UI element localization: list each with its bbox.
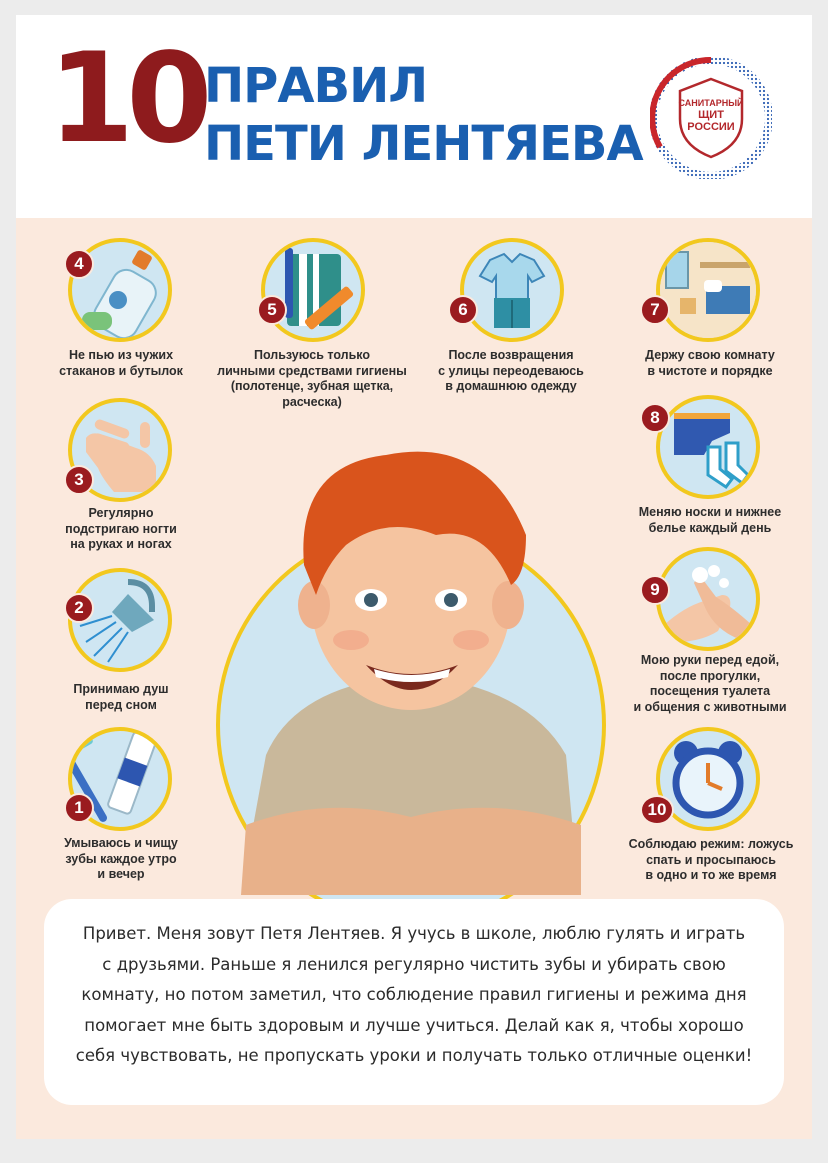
rule-number-badge: 4 bbox=[64, 249, 94, 279]
rule-caption bbox=[46, 348, 196, 379]
caption-line: Меняю носки и нижнее bbox=[638, 505, 782, 519]
caption-line: Держу свою комнату bbox=[645, 348, 775, 362]
rule-caption bbox=[212, 348, 412, 410]
caption-line: после прогулки, bbox=[659, 668, 761, 683]
caption-line: стаканов и бутылок bbox=[59, 363, 183, 378]
poster bbox=[16, 15, 812, 1139]
logo-text bbox=[650, 97, 772, 133]
title-line-2: ПЕТИ ЛЕНТЯЕВА bbox=[204, 116, 643, 172]
caption-line: Принимаю душ bbox=[73, 682, 169, 696]
caption-line: посещения туалета bbox=[649, 684, 771, 698]
caption-line: подстригаю ногти bbox=[65, 521, 177, 536]
logo-line-2: ЩИТ bbox=[698, 109, 724, 121]
rule-number-badge: 7 bbox=[640, 295, 670, 325]
rule-number-badge: 2 bbox=[64, 593, 94, 623]
caption-line: Соблюдаю режим: ложусь bbox=[628, 837, 794, 851]
caption-line: в одно и то же время bbox=[645, 868, 777, 882]
caption-line: Пользуюсь только bbox=[253, 348, 371, 362]
intro-line: с друзьями. Раньше я ленился регулярно чистить зубы и убирать свою bbox=[102, 954, 726, 974]
caption-line: белье каждый день bbox=[648, 520, 772, 535]
clothes-icon bbox=[460, 238, 564, 342]
caption-line: с улицы переодеваюсь bbox=[438, 363, 584, 378]
caption-line: личными средствами гигиены bbox=[217, 363, 407, 378]
rule-number-badge: 10 bbox=[640, 795, 674, 825]
caption-line: После возвращения bbox=[448, 348, 574, 362]
rule-caption bbox=[620, 505, 800, 536]
caption-line: Не пью из чужих bbox=[68, 348, 174, 362]
rule-number-badge: 9 bbox=[640, 575, 670, 605]
intro-line: себя чувствовать, не пропускать уроки и получать только отличные оценки! bbox=[75, 1046, 753, 1065]
caption-line: Мою руки перед едой, bbox=[640, 653, 780, 667]
washing-hands-icon bbox=[656, 547, 760, 651]
caption-line: расческа) bbox=[282, 394, 342, 409]
title-number: 10 bbox=[48, 27, 205, 171]
caption-line: (полотенце, зубная щетка, bbox=[230, 379, 394, 393]
toothbrush-towel-comb-icon bbox=[261, 238, 365, 342]
intro-line: Привет. Меня зовут Петя Лентяев. Я учусь в школе, люблю гулять и играть bbox=[82, 924, 746, 943]
boy-illustration bbox=[236, 425, 586, 905]
caption-line: спать и просыпаюсь bbox=[646, 852, 776, 867]
caption-line: и общения с животными bbox=[633, 699, 787, 714]
caption-line: зубы каждое утро bbox=[65, 851, 177, 866]
rule-caption bbox=[426, 348, 596, 395]
rule-caption bbox=[46, 682, 196, 713]
caption-line: Регулярно bbox=[88, 506, 154, 520]
intro-text bbox=[64, 919, 764, 1072]
rule-caption bbox=[46, 836, 196, 883]
intro-line: помогает мне быть здоровым и лучше учиться. Делай как я, чтобы хорошо bbox=[84, 1015, 744, 1035]
rule-number-badge: 8 bbox=[640, 403, 670, 433]
logo-line-1: САНИТАРНЫЙ bbox=[678, 98, 744, 108]
header bbox=[16, 15, 812, 218]
caption-line: Умываюсь и чищу bbox=[64, 836, 178, 850]
rule-caption bbox=[630, 348, 790, 379]
caption-line: в домашнюю одежду bbox=[445, 379, 577, 393]
rule-number-badge: 1 bbox=[64, 793, 94, 823]
rule-caption bbox=[620, 653, 800, 715]
underwear-socks-icon bbox=[656, 395, 760, 499]
caption-line: и вечер bbox=[97, 867, 145, 881]
logo-line-3: РОССИИ bbox=[687, 121, 735, 133]
caption-line: перед сном bbox=[85, 697, 157, 712]
rule-caption bbox=[616, 837, 806, 884]
rule-caption bbox=[46, 506, 196, 553]
bedroom-icon bbox=[656, 238, 760, 342]
rule-number-badge: 6 bbox=[448, 295, 478, 325]
sanitary-shield-logo bbox=[650, 57, 772, 179]
title-line-1: ПРАВИЛ bbox=[204, 58, 428, 114]
rule-number-badge: 3 bbox=[64, 465, 94, 495]
caption-line: на руках и ногах bbox=[70, 537, 172, 551]
intro-line: комнату, но потом заметил, что соблюдение правил гигиены и режима дня bbox=[81, 985, 747, 1004]
caption-line: в чистоте и порядке bbox=[647, 363, 773, 378]
page-title bbox=[204, 57, 643, 173]
rule-number-badge: 5 bbox=[257, 295, 287, 325]
